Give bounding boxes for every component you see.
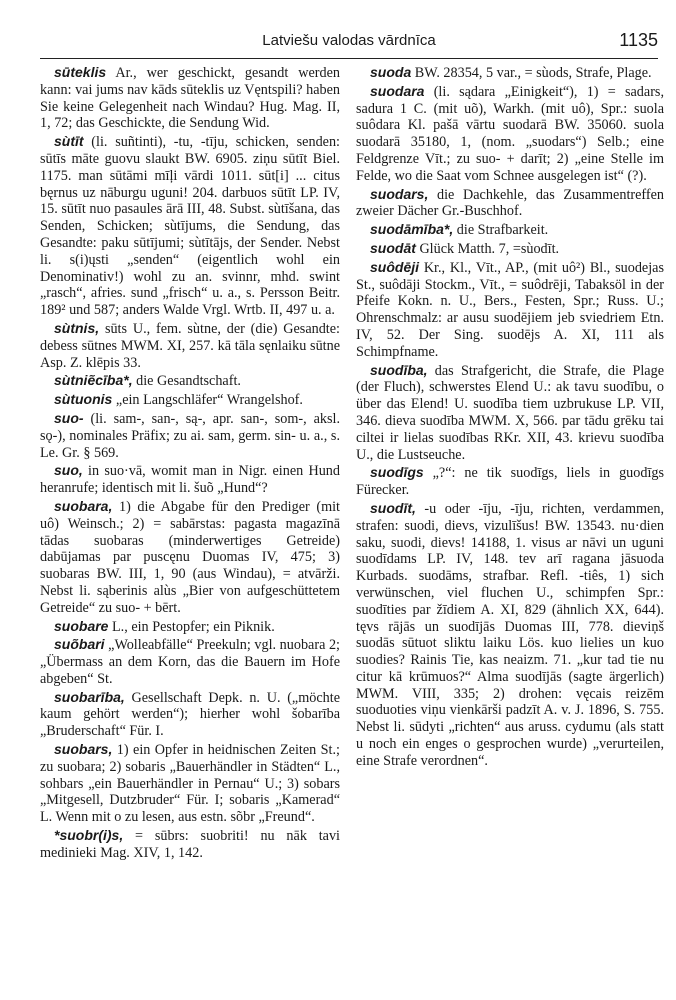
entry-headword: sūteklis: [54, 64, 107, 80]
entry-headword: suodāmība*,: [370, 221, 454, 238]
right-column: [356, 64, 664, 994]
dictionary-entry: [40, 372, 340, 390]
entry-headword: *suobr(i)s,: [54, 827, 124, 844]
dictionary-entry: [40, 618, 340, 636]
entry-definition: Glück Matth. 7, =sùodīt.: [415, 240, 560, 257]
header-rule: [40, 58, 658, 59]
entry-headword: sùtuonis: [54, 391, 113, 408]
dictionary-entry: [40, 741, 340, 826]
dictionary-entry: [356, 500, 664, 770]
dictionary-entry: [356, 64, 664, 82]
entry-definition: (li. suñtinti), -tu, -tīju, schicken, senden: sūtīs māte guovu slaukt BW. 6905. ziņu sūtīt Biel. 1175. man sūtāmi mīļi vārdi 1011. sūt[i] ... citus bęrnus uz nāburgu uguni! 204. darbuos sūtīt LP. IV, 15. sūtīt nuo pasaules ārā III, 48. Subst. sùtīšana, das Senden, Schicken; sùtījums, die Sendung, das Gesandte: paku sūtījumi; sùtītājs, der Sender. Nebst li. s(i)ųsti „senden“ (eigentlich wohl ein Denominativ!) wohl zu an. svinnr, mhd. swint „rasch“, afries. sund „frisch“ u. a., s. Persson Beitr. 189² und 587; anders Walde Vrgl. Wrtb. II, 497 u. a.: [40, 134, 340, 319]
dictionary-entry: [356, 464, 664, 499]
entry-headword: suobare: [54, 617, 109, 634]
dictionary-entry: [356, 221, 664, 239]
entry-headword: sùtīt: [54, 133, 84, 150]
entry-definition: Kr., Kl., Vīt., AP., (mit uô²) Bl., suodejas St., suôdāji Stockm., Vīt., = suôdrēji, Tabaksöl in der Pfeife Kokn. n. U., Bers., Festen, Spr.; Russ. U.; Ohrenschmalz: ar ausu suodējiem jeb sviedriem Etn. IV, 52. Der Sing. suodējs A. XI, 111 als Schimpfname.: [356, 259, 664, 360]
dictionary-entry: [40, 827, 340, 862]
dictionary-entry: [40, 133, 340, 319]
entry-headword: suo-: [54, 409, 84, 426]
entry-definition: „Wolleabfälle“ Preekuln; vgl. nuobara 2; „Übermass an dem Korn, das die Bauern im Hofe abgeben“ St.: [40, 637, 340, 687]
entry-headword: suo,: [54, 462, 83, 479]
entry-headword: suõbari: [54, 636, 105, 653]
dictionary-entry: [356, 240, 664, 258]
left-column: [40, 64, 340, 994]
page-header: [40, 30, 658, 58]
entry-headword: suoda: [370, 64, 412, 80]
entry-headword: sùtniẽcība*,: [54, 372, 133, 389]
running-title: Latviešu valodas vārdnīca: [262, 32, 436, 49]
entry-definition: 1) die Abgabe für den Prediger (mit uô) Weinsch.; 2) = sabārstas: pagasta magazīnā tādas suobaras (minderwertiges Getreide) dabūjamas par puscęnu Duomas IV, 475; 3) suobaras BW. III, 1, 90 (aus Windau), = atvārži. Nebst li. sąberinis alùs „Bier von aufgeschüttetem Getreide“ zu suo- + bērt.: [40, 498, 340, 616]
dictionary-entry: [40, 410, 340, 461]
entry-definition: -u oder -īju, -īju, richten, verdammen, strafen: suodi, dievs, vizulīšus! BW. 13543. nu·dien saku, suodi, dievs! 14188, 1. visus ar nāvi un uguni suodīdams LP. IV, 148. tev arī ragana jāsuoda Kurbads. suodāms, strafbar. Refl. -tiês, 1) sich verwünschen, viel fluchen U., schimpfen Spr.: suodīties par žīdiem A. XI, 829 (ähnlich XX, 644). tęvs rājās un suodījās Duomas III, 778. dieviņš suodās sūtuot sliktu laiku Lös. kuo lielies un kuo suodies? Rainis Tie, kas neaizm. 71. „kur tad tie nu citur kā krūmuos?“ Alma suodījās (sagte ärgerlich) MWM. VIII, 335; 2) drohen: vęcais reizēm suoduoties viņu vienkārši padzīt A. v. J. 1896, S. 755. Nebst li. sūdyti „richten“ aus aruss. cydumu (als statt u noch ein enges o gesprochen wurde) „verurteilen, eine Strafe verordnen“.: [356, 500, 664, 769]
entry-definition: = sūbrs: suobriti! nu nāk tavi medinieki Mag. XIV, 1, 142.: [40, 828, 340, 861]
entry-headword: suobarība,: [54, 688, 125, 705]
entry-definition: „ein Langschläfer“ Wrangelshof.: [112, 392, 303, 409]
dictionary-entry: [40, 498, 340, 617]
entry-headword: suodara: [370, 82, 425, 99]
entry-headword: suodība,: [370, 361, 428, 378]
entry-definition: die Strafbarkeit.: [453, 222, 549, 239]
entry-definition: das Strafgericht, die Strafe, die Plage (der Fluch), schwerstes Elend U.: ak tavu suodību, o über das Elend! U. suodība tiem uzbrukuse LP. VII, 346. dieva suodība MWM. X, 566. par tādu grēku tai ciltei ir lielas suodības RKr. XII, 43. krievu suodība U., die Lustseuche.: [356, 362, 664, 463]
dictionary-entry: [40, 391, 340, 409]
entry-headword: suodīt,: [370, 499, 416, 516]
entry-definition: 1) ein Opfer in heidnischen Zeiten St.; zu suobara; 2) sobaris „Bauerhändler in Städten“ L., sohbars „ein Bauerhändler in Pernau“ U.; 3) sobars „Mitgesell, Dutzbruder“ Für. I; sobaris „Kamerad“ L. Wenn mit o zu lesen, aus estn. sõbr „Freund“.: [40, 742, 340, 826]
entry-headword: suobara,: [54, 497, 113, 514]
entry-definition: die Dachkehle, das Zusammentreffen zweier Dächer Gr.-Buschhof.: [356, 186, 664, 220]
dictionary-entry: [356, 259, 664, 361]
entry-definition: (li. sądara „Einigkeit“), 1) = sadars, sadura 1 C. (mit uõ), Warkh. (mit uô), Spr.: suola suôdara Kl. pašā vārtu suodarā BW. 35060. suola suodarā 35180, 1, (nom. „suodars“) Selb.; eine Feldgrenze Vīt.; zu suo- + darīt; 2) „eine Stelle im Felde, wo die Saat vom Schnee ausgelegen ist“ (?).: [356, 83, 664, 184]
entry-headword: sùtnis,: [54, 319, 100, 336]
entry-definition: die Gesandtschaft.: [132, 373, 241, 390]
entry-headword: suobars,: [54, 741, 113, 758]
dictionary-entry: [356, 362, 664, 464]
entry-headword: suodars,: [370, 185, 429, 202]
entry-definition: sūts U., fem. sùtne, der (die) Gesandte: debess sūtnes MWM. XI, 257. kā tāla sęnlaiku sūtne Asp. Z. klēpis 33.: [40, 320, 340, 371]
entry-definition: L., ein Pestopfer; ein Piknik.: [108, 618, 275, 635]
entry-definition: „?“: ne tik suodīgs, liels in guodīgs Fürecker.: [356, 465, 664, 499]
entry-definition: Gesellschaft Depk. n. U. („möchte kaum gehört werden“); hierher wohl šobarība „Bruderschaft“ Für. I.: [40, 689, 340, 740]
dictionary-entry: [40, 636, 340, 687]
entry-definition: Ar., wer geschickt, gesandt werden kann: vai jums nav kāds sūteklis uz Vęntspili? haben Sie keine Gelegenheit nach Windau? Hug. Mag. II, 1, 72; das Geschickte, die Sendung Wid.: [40, 65, 340, 132]
entry-definition: BW. 28354, 5 var., = sùods, Strafe, Plage.: [411, 65, 652, 81]
dictionary-entry: [40, 462, 340, 497]
page-number: 1135: [619, 30, 658, 50]
entry-headword: suodīgs: [370, 464, 424, 481]
entry-headword: suôdēji: [370, 258, 420, 275]
entry-definition: (li. sam-, san-, są-, apr. san-, som-, aksl. sǫ-), nominales Präfix; zu ai. sam, germ. sin- u. a., s. Le. Gr. § 569.: [40, 410, 340, 461]
entry-definition: in suo·vā, womit man in Nigr. einen Hund heranrufe; identisch mit li. šuõ „Hund“?: [40, 463, 340, 497]
dictionary-entry: [40, 689, 340, 740]
entry-headword: suodāt: [370, 239, 416, 256]
dictionary-entry: [356, 186, 664, 221]
dictionary-entry: [356, 83, 664, 185]
dictionary-entry: [40, 64, 340, 132]
dictionary-entry: [40, 320, 340, 371]
